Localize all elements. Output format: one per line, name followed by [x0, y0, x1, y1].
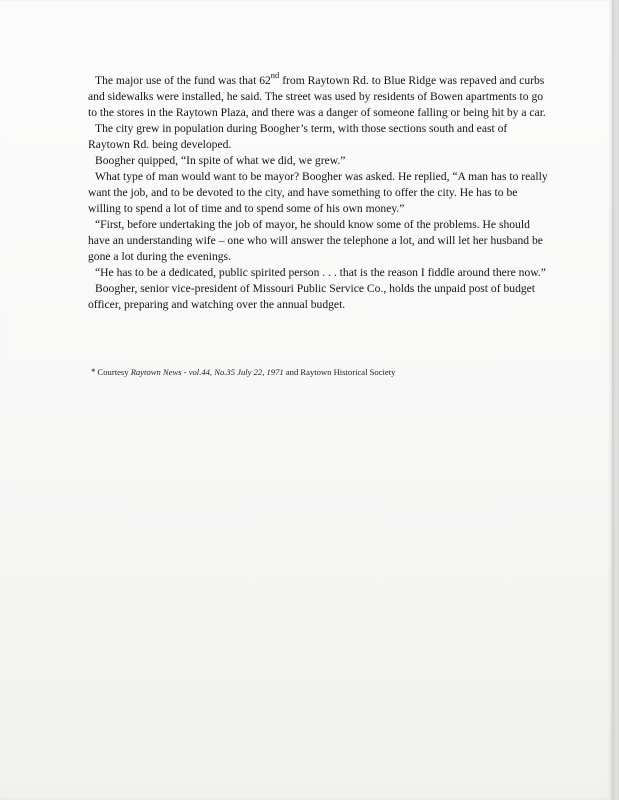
footnote-suffix: and Raytown Historical Society: [283, 367, 396, 377]
paragraph-fund-use: [88, 70, 548, 120]
paragraph-city-growth: The city grew in population during Boogher’s term, with those sections south and east of Raytown Rd. being developed.: [88, 121, 508, 151]
footnote-source: Raytown News - vol.44, No.35 July 22, 1971: [130, 367, 284, 377]
footnote-prefix: Courtesy: [97, 367, 131, 377]
paragraph-quip: Boogher quipped, “In spite of what we did, we grew.”: [95, 153, 346, 167]
ordinal-superscript: nd: [270, 70, 280, 80]
paragraph-mayor-qualities: What type of man would want to be mayor? Boogher was asked. He replied, “A man has to really want the job, and to be devoted to the city, and have something to offer the city. He has to be willing to spend a lot of time and to spend some of his own money.”: [88, 170, 548, 215]
footnote-asterisk: *: [91, 367, 96, 377]
p1-before-sup: The major use of the fund was that 62: [95, 74, 271, 87]
paragraph-first-problems: “First, before undertaking the job of mayor, he should know some of the problems. He should have an understanding wife – one who will answer the telephone a lot, and will let her husband be gone a lot during the evenings.: [88, 218, 543, 263]
paragraph-dedicated-person: “He has to be a dedicated, public spirited person . . . that is the reason I fiddle around there now.”: [95, 266, 546, 280]
paragraph-budget-officer: Boogher, senior vice-president of Missouri Public Service Co., holds the unpaid post of budget officer, preparing and watching over the annual budget.: [88, 282, 536, 312]
source-footnote: [91, 367, 561, 378]
page-edge: [612, 0, 619, 800]
p1-after-sup: from Raytown Rd. to Blue Ridge was repaved and curbs and sidewalks were installed, he said. The street was used by residents of Bowen apartments to go to the stores in the Raytown Plaza, and there was a danger of someone falling or being hit by a car.: [88, 74, 546, 119]
article-body: [88, 70, 548, 313]
